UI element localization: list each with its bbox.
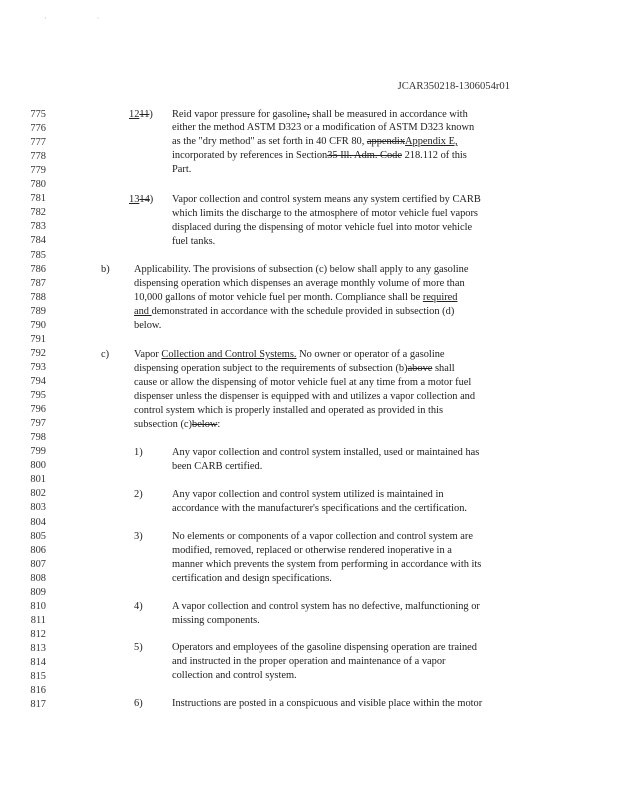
subitem-1-line-2: been CARB certified. [172, 461, 263, 472]
item-13-line-2: which limits the discharge to the atmosphere of motor vehicle fuel vapors [172, 208, 478, 219]
section-c-line-6c: : [217, 419, 221, 430]
line-number: 807 [30, 558, 46, 570]
line-number: 816 [30, 685, 46, 697]
subitem-4-line-2: missing components. [172, 615, 260, 626]
section-c-line-2 [134, 362, 455, 376]
line-number: 806 [30, 544, 46, 556]
line-number: 779 [30, 165, 46, 177]
line-number: 781 [30, 193, 46, 205]
scan-specks: · · [44, 14, 124, 23]
section-c-line-1 [134, 348, 445, 362]
line-number: 790 [30, 319, 46, 331]
item-12-line-4b: 35 Ill. Adm. Code [327, 150, 402, 161]
line-number: 799 [30, 446, 46, 458]
section-c-line-2c: shall [432, 363, 455, 374]
line-number: 813 [30, 642, 46, 654]
item-13-line-1: Vapor collection and control system means any system certified by CARB [172, 194, 481, 205]
subitem-2-line-2: accordance with the manufacturer's specifications and the certification. [172, 503, 467, 514]
section-b-line-5: below. [134, 320, 162, 331]
line-number: 802 [30, 488, 46, 500]
line-number: 776 [30, 123, 46, 134]
subitem-2-line-1: Any vapor collection and control system utilized is maintained in [172, 489, 444, 500]
section-b-line-4b: demonstrated in accordance with the schedule provided in subsection (d) [151, 306, 455, 317]
subitem-1-line-1: Any vapor collection and control system installed, used or maintained has [172, 447, 480, 458]
section-b-line-3 [134, 291, 457, 305]
line-number: 811 [30, 614, 46, 626]
item-13-label [129, 193, 153, 207]
subitem-5-line-2: and instructed in the proper operation and maintenance of a vapor [172, 656, 446, 667]
line-number: 800 [30, 460, 46, 472]
section-c-line-1a: Vapor [134, 349, 162, 360]
line-number: 815 [30, 671, 46, 682]
section-b-line-2: dispensing operation which dispenses an average monthly volume of more than [134, 278, 465, 289]
section-c-line-4: dispenser unless the dispenser is equipped with and utilizes a vapor collection and [134, 391, 476, 402]
line-number: 788 [30, 291, 46, 303]
item-12-line-1b: , [307, 109, 310, 120]
item-13-label-close: ) [149, 194, 154, 205]
subitem-3-line-3: manner which prevents the system from performing in accordance with its [172, 559, 482, 570]
subitem-3-line-2: modified, removed, replaced or otherwise rendered inoperative in a [172, 545, 452, 556]
subitem-4-line-1: A vapor collection and control system has no defective, malfunctioning or [172, 601, 480, 612]
subitem-2-label: 2) [134, 489, 143, 500]
section-c-line-6 [134, 418, 220, 432]
line-number: 805 [30, 530, 46, 542]
section-c-label: c) [101, 349, 110, 360]
line-number: 794 [30, 375, 46, 387]
line-number: 782 [30, 207, 46, 219]
section-c-line-2a: dispensing operation subject to the requirements of subsection (b) [134, 363, 408, 374]
item-12-line-1 [172, 108, 468, 122]
item-12-label-old: 11 [139, 109, 150, 120]
item-12-line-2: either the method ASTM D323 or a modification of ASTM D323 known [172, 122, 475, 133]
line-number: 817 [30, 699, 46, 711]
line-number: 797 [30, 418, 46, 430]
subitem-5-label: 5) [134, 642, 143, 653]
item-12-line-3c: Appendix E, [405, 136, 458, 147]
item-12-line-3b: appendix [366, 136, 406, 147]
item-12-line-3 [172, 135, 458, 149]
line-number: 786 [30, 263, 46, 275]
section-c-line-3: cause or allow the dispensing of motor vehicle fuel at any time from a motor fuel [134, 377, 472, 388]
line-number: 787 [30, 277, 46, 289]
section-b-label: b) [101, 264, 110, 275]
document-header: JCAR350218-1306054r01 [397, 81, 510, 92]
item-12-line-4 [172, 149, 467, 163]
line-number: 792 [30, 347, 46, 359]
section-c-line-6a: subsection (c) [134, 419, 192, 430]
line-number: 803 [30, 502, 46, 514]
line-number: 814 [30, 657, 46, 668]
item-12-line-5: Part. [172, 164, 192, 175]
section-c-line-5: control system which is properly installed and operated as provided in this [134, 405, 444, 416]
item-13-label-new: 13 [129, 194, 140, 205]
line-number: 783 [30, 221, 46, 233]
section-c-line-1c: No owner or operator of a gasoline [296, 349, 445, 360]
subitem-1-label: 1) [134, 447, 143, 458]
subitem-3-line-1: No elements or components of a vapor collection and control system are [172, 531, 473, 542]
section-c-line-2b: above [407, 363, 433, 374]
line-number: 798 [30, 432, 46, 444]
line-number: 785 [30, 249, 46, 261]
item-12-line-4a: incorporated by references in Section [172, 150, 328, 161]
section-b-line-4a: and [134, 306, 152, 317]
line-number: 804 [30, 516, 46, 528]
line-number: 812 [30, 628, 46, 640]
item-12-line-4c: 218.112 of this [401, 150, 467, 161]
section-b-line-1: Applicability. The provisions of subsection (c) below shall apply to any gasoline [134, 264, 469, 275]
section-b-line-3b: required [422, 292, 458, 303]
line-number: 808 [30, 572, 46, 584]
line-number: 801 [30, 474, 46, 486]
item-12-line-1c: shall be measured in accordance with [309, 109, 468, 120]
item-13-line-3: displaced during the dispensing of motor vehicle fuel into motor vehicle [172, 222, 473, 233]
line-number: 795 [30, 390, 46, 401]
item-12-label-close: ) [149, 109, 153, 120]
line-number: 810 [30, 600, 46, 612]
subitem-5-line-3: collection and control system. [172, 670, 297, 681]
line-number: 778 [30, 151, 46, 163]
subitem-3-label: 3) [134, 531, 143, 542]
item-13-line-4: fuel tanks. [172, 236, 216, 247]
line-number: 777 [30, 137, 46, 149]
section-c-line-1b: Collection and Control Systems. [161, 349, 297, 360]
subitem-3-line-4: certification and design specifications. [172, 573, 332, 584]
section-c-line-6b: below [192, 419, 218, 430]
subitem-4-label: 4) [134, 601, 143, 612]
line-number: 796 [30, 404, 46, 416]
item-12-label-new: 12 [129, 109, 140, 120]
item-12-line-1a: Reid vapor pressure for gasoline [172, 109, 308, 120]
line-number: 784 [30, 235, 46, 247]
line-number: 775 [30, 109, 46, 120]
item-12-line-3a: as the "dry method" as set forth in 40 CFR 80, [172, 136, 367, 147]
item-13-label-old: 14 [139, 194, 150, 205]
line-number: 780 [30, 179, 46, 191]
item-12-label [129, 108, 153, 122]
subitem-5-line-1: Operators and employees of the gasoline dispensing operation are trained [172, 642, 477, 653]
line-number: 791 [30, 333, 46, 345]
line-number: 793 [30, 361, 46, 373]
section-b-line-4 [134, 305, 454, 319]
line-number: 789 [30, 305, 46, 317]
subitem-6-line-1: Instructions are posted in a conspicuous and visible place within the motor [172, 698, 483, 709]
section-b-line-3a: 10,000 gallons of motor vehicle fuel per month. Compliance shall be [134, 292, 423, 303]
subitem-6-label: 6) [134, 698, 143, 709]
line-number: 809 [30, 586, 46, 598]
